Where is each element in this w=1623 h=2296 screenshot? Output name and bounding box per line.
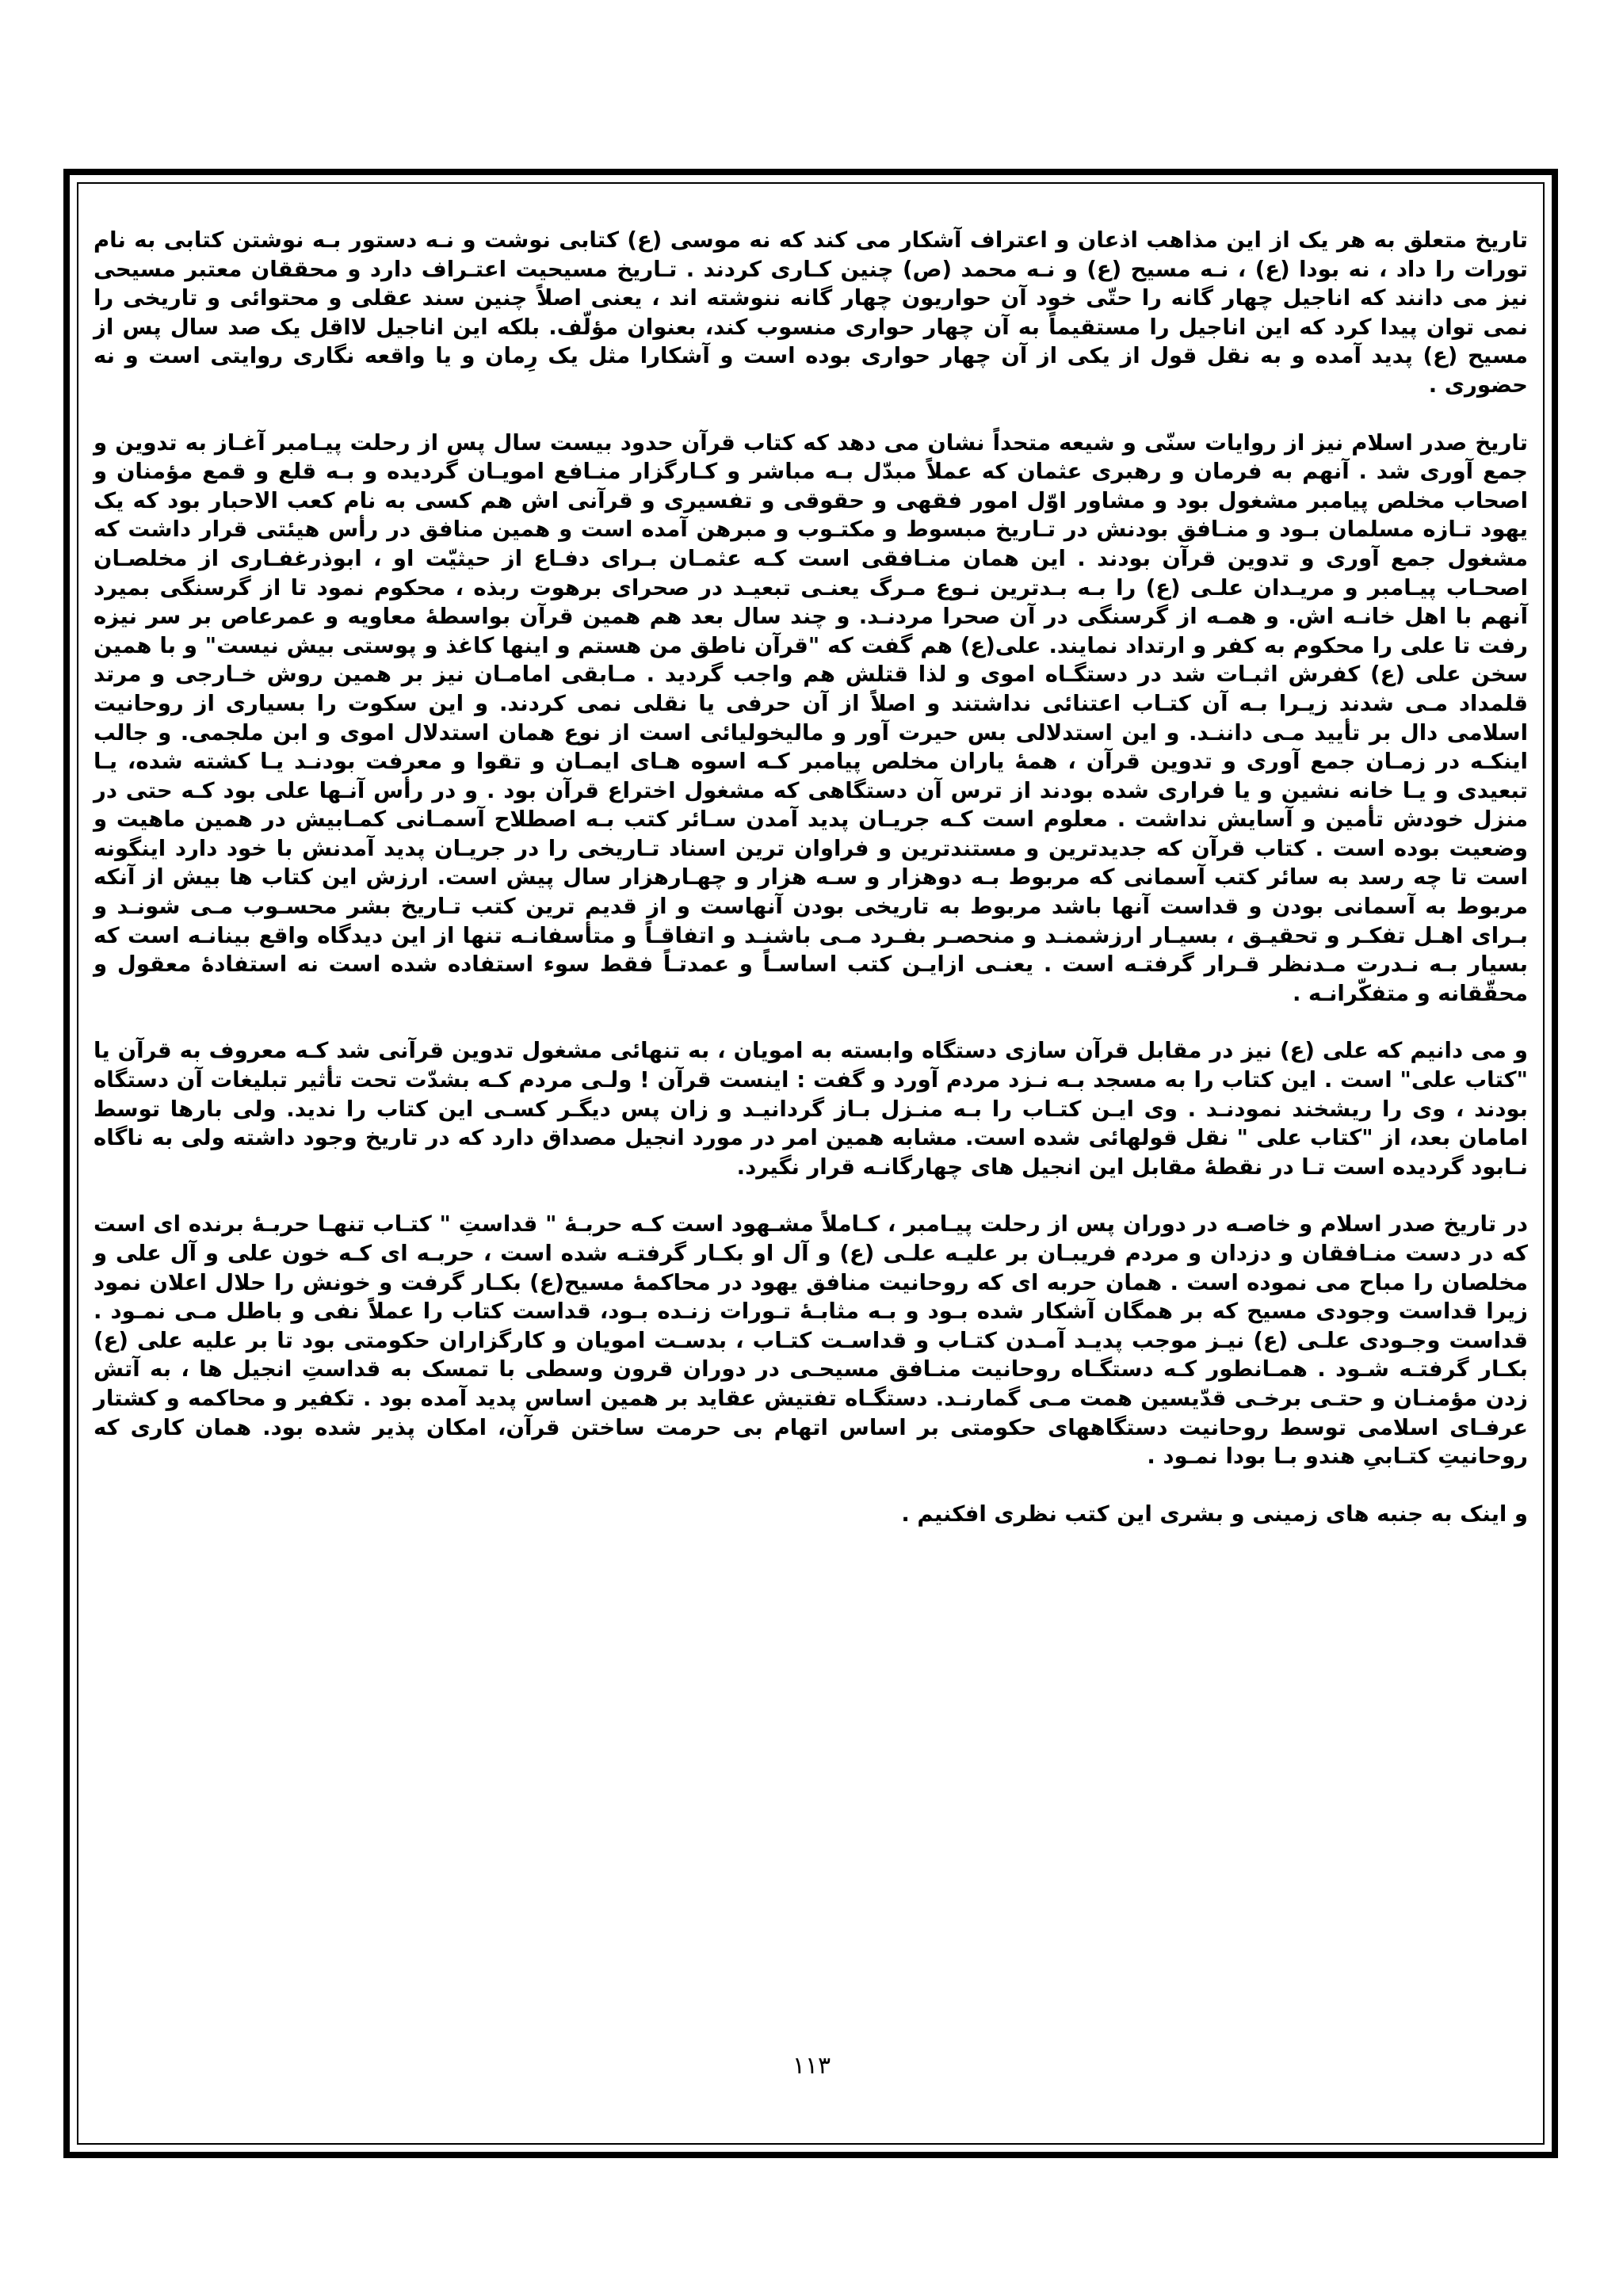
paragraph-2: تاریخ صدر اسلام نیز از روایات سنّی و شیعه متحداً نشان می دهد که کتاب قرآن حدود بیست سال پس از رحلت پیـامبر آغـاز به تدوین و جمع آوری شد . آنهم به فرمان و رهبری عثمان که عملاً مبدّل بـه مباشر و کـارگزار منـافع امویـان گردیده و بـه قلع و قمع مؤمنان و اصحاب مخلص پیامبر مشغول بود و مشاور اوّل امور فقهی و حقوقی و تفسیری و قرآنی اش هم کسی به نام کعب الاحبار بود که یک یهود تـازه مسلمان بـود و منـافق بودنش در تـاریخ مبسوط و مکتـوب و مبرهن آمده است و همین منافق در رأس هیئتی قرار داشت که مشغول جمع آوری و تدوین قرآن بودند . این همان منـافقی است کـه عثمـان بـرای دفـاع از حیثیّت او ، ابوذرغفـاری از مخلصـان اصحـاب پیـامبر و مریـدان علـی (ع) را بـه بـدترین نـوع مـرگ یعنـی تبعیـد در صحرای برهوت ربذه ، محکوم نمود تا از گرسنگی بمیرد آنهم با اهل خانـه اش. و همـه از گرسنگی در آن صحرا مردنـد. و چند سال بعد هم همین قرآن بواسطهٔ معاویه و عمرعاص بر سر نیزه رفت تا علی را محکوم به کفر و ارتداد نمایند. علی(ع) هم گفت که "قرآن ناطق من هستم و اینها کاغذ و پوستی بیش نیست" و با همین سخن علی (ع) کفرش اثبـات شد در دستگـاه اموی و لذا قتلش هم واجب گردید . مـابقی امامـان نیز بر همین روش خـارجی و مرتد قلمداد مـی شدند زیـرا بـه آن کتـاب اعتنائی نداشتند و اصلاً از آن حرفی یا نقلی نمی کردند. و این سکوت را بسیاری از روحانیت اسلامی دال بر تأیید مـی داننـد. و این استدلالی بس حیرت آور و مالیخولیائی است از نوع همان استدلال اموی و ابن ملجمی. و جالب اینکـه در زمـان جمع آوری و تدوین قرآن ، همهٔ یاران مخلص پیامبر کـه اسوه هـای ایمـان و تقوا و معرفت بودنـد یـا کشته شده، یـا تبعیدی و یـا خانه نشین و یا فراری شده بودند از ترس آن دستگاهی که مشغول اختراع قرآن بود . و در رأس آنـها علی بود کـه حتی در منزل خودش تأمین و آسایش نداشت . معلوم است کـه جریـان پدید آمدن سـائر کتب بـه اصطلاح آسمـانی کمـابیش در همین ماهیت و وضعیت بوده است . کتاب قرآن که جدیدترین و مستندترین و فراوان ترین اسناد تـاریخی را در جریـان پدید آمدنش با خود دارد اینگونه است تا چه رسد به سائر کتب آسمانی که مربوط بـه دوهزار و سـه هزار و چهـارهزار سال پیش است. ارزش این کتاب ها بیش از آنکه مربوط به آسمانی بودن و قداست آنها باشد مربوط به تاریخی بودن آنهاست و از قدیم ترین کتب تـاریخ بشر محسـوب مـی شونـد و بـرای اهـل تفکـر و تحقیـق ، بسیـار ارزشمنـد و منحصـر بفـرد مـی باشنـد و اتفاقـاً و متأسفانـه تنها از این دیدگاه واقع بینانـه است که بسیار بـه نـدرت مـدنظر قـرار گرفتـه است . یعنـی ازایـن کتب اساسـاً و عمدتـاً فقط سوء استفاده شده است نه استفادهٔ معقول و محقّقانه و متفکّرانـه . <box>94 429 1528 1006</box>
paragraph-4: در تاریخ صدر اسلام و خاصـه در دوران پس از رحلت پیـامبر ، کـاملاً مشـهود است کـه حربـهٔ " قداستِ " کتـاب تنهـا حربـهٔ برنده ای است که در دست منـافقان و دزدان و مردم فریبـان بر علیـه علـی (ع) و آل او بکـار گرفتـه شده است ، حربـه ای کـه خون علی و آل علی و مخلصان را مباح می نموده است . همان حربه ای که روحانیت منافق یهود در محاکمهٔ مسیح(ع) بکـار گرفت و خونش را حلال اعلان نمود زیرا قداست وجودی مسیح که بر همگان آشکار شده بـود و بـه مثابـهٔ تـورات زنـده بـود، قداست کتاب را عملاً نفی و باطل مـی نمـود . قداست وجـودی علـی (ع) نیـز موجب پدیـد آمـدن کتـاب و قداسـت کتـاب ، بدسـت امویان و کارگزاران حکومتی بود تا بر علیه علی (ع) بکـار گرفتـه شـود . همـانطور کـه دستگـاه روحانیت منـافق مسیحـی در دوران قرون وسطی با تمسک به قداستِ انجیل ها ، به آتش زدن مؤمنـان و حتـی برخـی قدّیسین همت مـی گمارنـد. دستگـاه تفتیش عقاید بر همین اساس پدید آمده بود . تکفیر و محاکمه و کشتار عرفـای اسلامی توسط روحانیت دستگاههای حکومتی بر اساس اتهام بی حرمت ساختن قرآن، امکان پذیر شده بود. همان کاری که روحانیتِ کتـابیِ هندو بـا بودا نمـود . <box>94 1211 1528 1470</box>
page-number: ۱۱۳ <box>792 2052 831 2080</box>
paragraph-5: و اینک به جنبه های زمینی و بشری این کتب نظری افکنیم . <box>901 1501 1528 1527</box>
paragraph-1: تاریخ متعلق به هر یک از این مذاهب اذعان و اعتراف آشکار می کند که نه موسی (ع) کتابی نوشت و نـه دستور بـه نوشتن کتابی به نام تورات را داد ، نه بودا (ع) ، نـه مسیح (ع) و نـه محمد (ص) چنین کـاری کردند . تـاریخ مسیحیت اعتـراف دارد و محققان معتبر مسیحی نیز می دانند که اناجیل چهار گانه را حتّی خود آن حواریون چهار گانه ننوشته اند ، یعنی اصلاً چنین سند عقلی و محتوائی و تاریخی را نمی توان پیدا کرد که این اناجیل را مستقیماً به آن چهار حواری منسوب کند، بعنوان مؤلّف. بلکه این اناجیل لااقل یک صد سال پس از مسیح (ع) پدید آمده و به نقل قول از یکی از آن چهار حواری بوده است و آشکارا مثل یک رِمان و یا واقعه نگاری روایتی است و نه حضوری . <box>94 227 1528 398</box>
page-body <box>94 226 1528 1557</box>
paragraph-3: و می دانیم که علی (ع) نیز در مقابل قرآن سازی دستگاه وابسته به امویان ، به تنهائی مشغول تدوین قرآنی شد کـه معروف به قرآن یا "کتاب علی" است . این کتاب را به مسجد بـه نـزد مردم آورد و گفت : اینست قرآن ! ولـی مردم کـه بشدّت تحت تأثیر تبلیغات آن دستگاه بودند ، وی را ریشخند نمودنـد . وی ایـن کتـاب را بـه منـزل بـاز گردانیـد و زان پس دیگـر کسـی این کتاب را ندید. ولی بارها توسط امامان بعد، از "کتاب علی " نقل قولهائی شده است. مشابه همین امر در مورد انجیل مصداق دارد که در تاریخ وجود داشته ولی به ناگاه نـابود گردیده است تـا در نقطهٔ مقابل این انجیل های چهارگانـه قرار نگیرد. <box>94 1038 1528 1180</box>
